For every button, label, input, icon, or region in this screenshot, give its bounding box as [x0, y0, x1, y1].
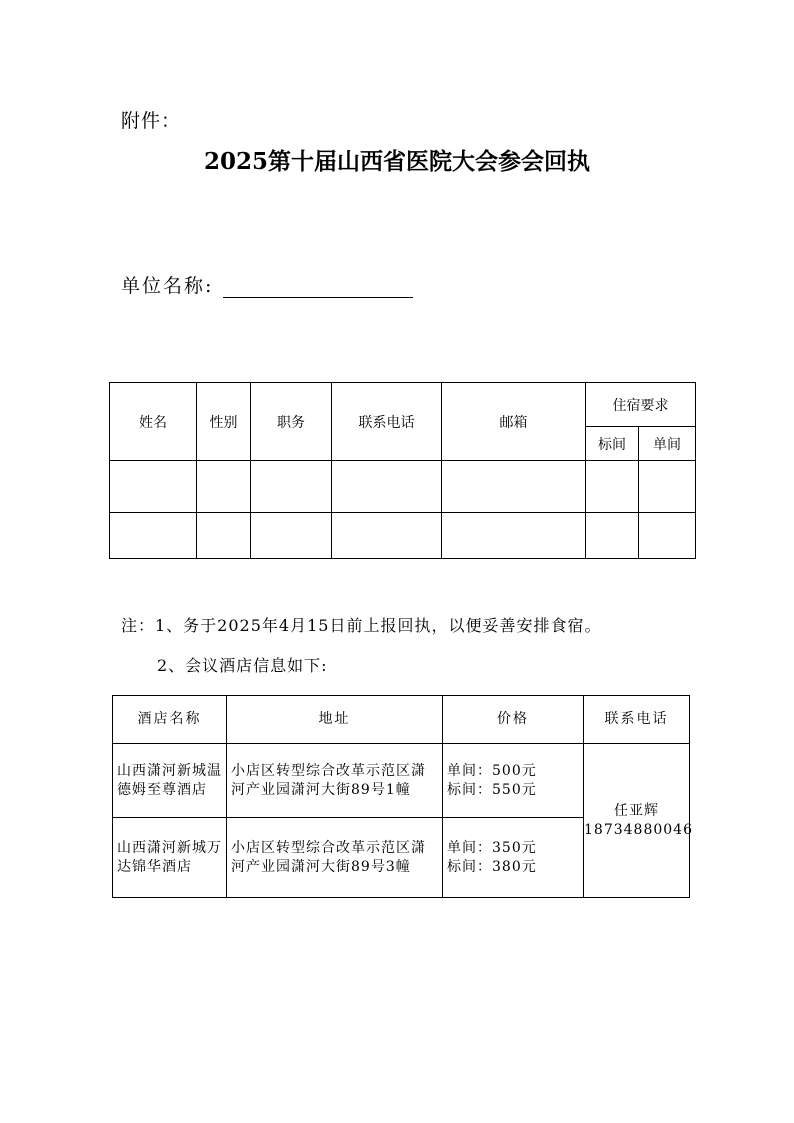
contact-phone: 18734880046 [584, 821, 693, 838]
header-phone: 联系电话 [332, 383, 442, 461]
page-title: 2025第十届山西省医院大会参会回执 [203, 148, 590, 175]
cell-standard-room [586, 513, 639, 559]
price-standard: 标间：550元 [447, 781, 537, 798]
hotel-table [112, 695, 693, 898]
header-lodging: 住宿要求 [586, 383, 696, 427]
price-single: 单间：500元 [447, 762, 537, 779]
table-row [110, 513, 696, 559]
hotel-name: 山西潇河新城温德姆至尊酒店 [113, 744, 227, 818]
cell-gender [197, 513, 251, 559]
table-row [110, 461, 696, 513]
table-row [113, 744, 690, 818]
header-price: 价格 [443, 696, 584, 744]
attachment-label: 附件： [121, 110, 182, 132]
header-address: 地址 [227, 696, 443, 744]
cell-single-room [639, 513, 696, 559]
cell-phone [332, 461, 442, 513]
cell-gender [197, 461, 251, 513]
cell-position [251, 461, 332, 513]
header-standard-room: 标间 [586, 427, 639, 461]
cell-email [442, 513, 586, 559]
header-contact: 联系电话 [584, 696, 690, 744]
hotel-price [443, 744, 584, 818]
cell-phone [332, 513, 442, 559]
unit-name-row [121, 271, 413, 298]
cell-name [110, 461, 197, 513]
price-standard: 标间：380元 [447, 858, 537, 875]
contact-name: 任亚辉 [614, 802, 659, 819]
price-single: 单间：350元 [447, 839, 537, 856]
note-hotel-info: 2、会议酒店信息如下: [157, 656, 328, 675]
cell-standard-room [586, 461, 639, 513]
header-single-room: 单间 [639, 427, 696, 461]
header-email: 邮箱 [442, 383, 586, 461]
hotel-name: 山西潇河新城万达锦华酒店 [113, 818, 227, 898]
hotel-address: 小店区转型综合改革示范区潇河产业园潇河大街89号3幢 [227, 818, 443, 898]
unit-name-label: 单位名称: [121, 275, 214, 297]
hotel-address: 小店区转型综合改革示范区潇河产业园潇河大街89号1幢 [227, 744, 443, 818]
unit-name-blank [223, 277, 413, 298]
header-hotel-name: 酒店名称 [113, 696, 227, 744]
hotel-header-row [113, 696, 690, 744]
note-deadline: 注：1、务于2025年4月15日前上报回执，以便妥善安排食宿。 [121, 616, 602, 635]
hotel-price [443, 818, 584, 898]
cell-position [251, 513, 332, 559]
header-gender: 性别 [197, 383, 251, 461]
cell-single-room [639, 461, 696, 513]
hotel-contact [584, 744, 693, 898]
header-position: 职务 [251, 383, 332, 461]
header-name: 姓名 [110, 383, 197, 461]
cell-email [442, 461, 586, 513]
registration-header-row [110, 383, 696, 427]
cell-name [110, 513, 197, 559]
registration-table [109, 382, 696, 559]
